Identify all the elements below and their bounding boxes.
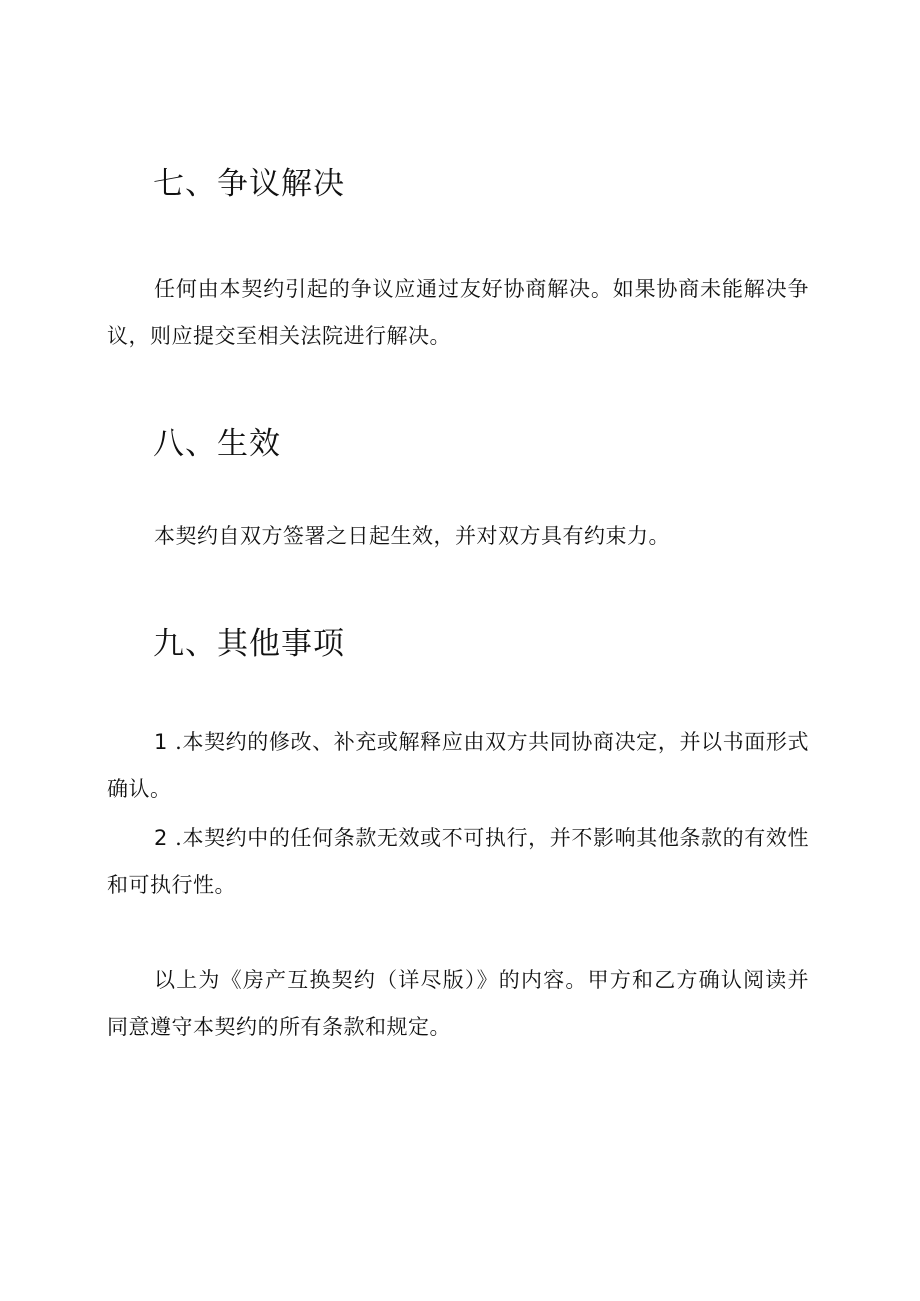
other-item-2: [107, 815, 809, 909]
closing-paragraph: 以上为《房产互换契约（详尽版）》的内容。甲方和乙方确认阅读并同意遵守本契约的所有条款和规定。: [107, 968, 809, 1039]
section-heading-dispute: 七、争议解决: [153, 166, 345, 202]
other-item-1: [107, 719, 809, 813]
section-heading-effect: 八、生效: [153, 426, 281, 462]
section-paragraph-dispute: 任何由本契约引起的争议应通过友好协商解决。如果协商未能解决争议，则应提交至相关法院进行解决。: [107, 277, 809, 348]
item-text: .本契约中的任何条款无效或不可执行，并不影响其他条款的有效性和可执行性。: [107, 826, 809, 897]
section-paragraph-effect: 本契约自双方签署之日起生效，并对双方具有约束力。: [154, 524, 670, 548]
item-number: 2: [154, 826, 168, 850]
item-number: 1: [154, 730, 168, 754]
section-heading-other: 九、其他事项: [153, 626, 345, 662]
item-text: .本契约的修改、补充或解释应由双方共同协商决定，并以书面形式确认。: [107, 730, 809, 801]
